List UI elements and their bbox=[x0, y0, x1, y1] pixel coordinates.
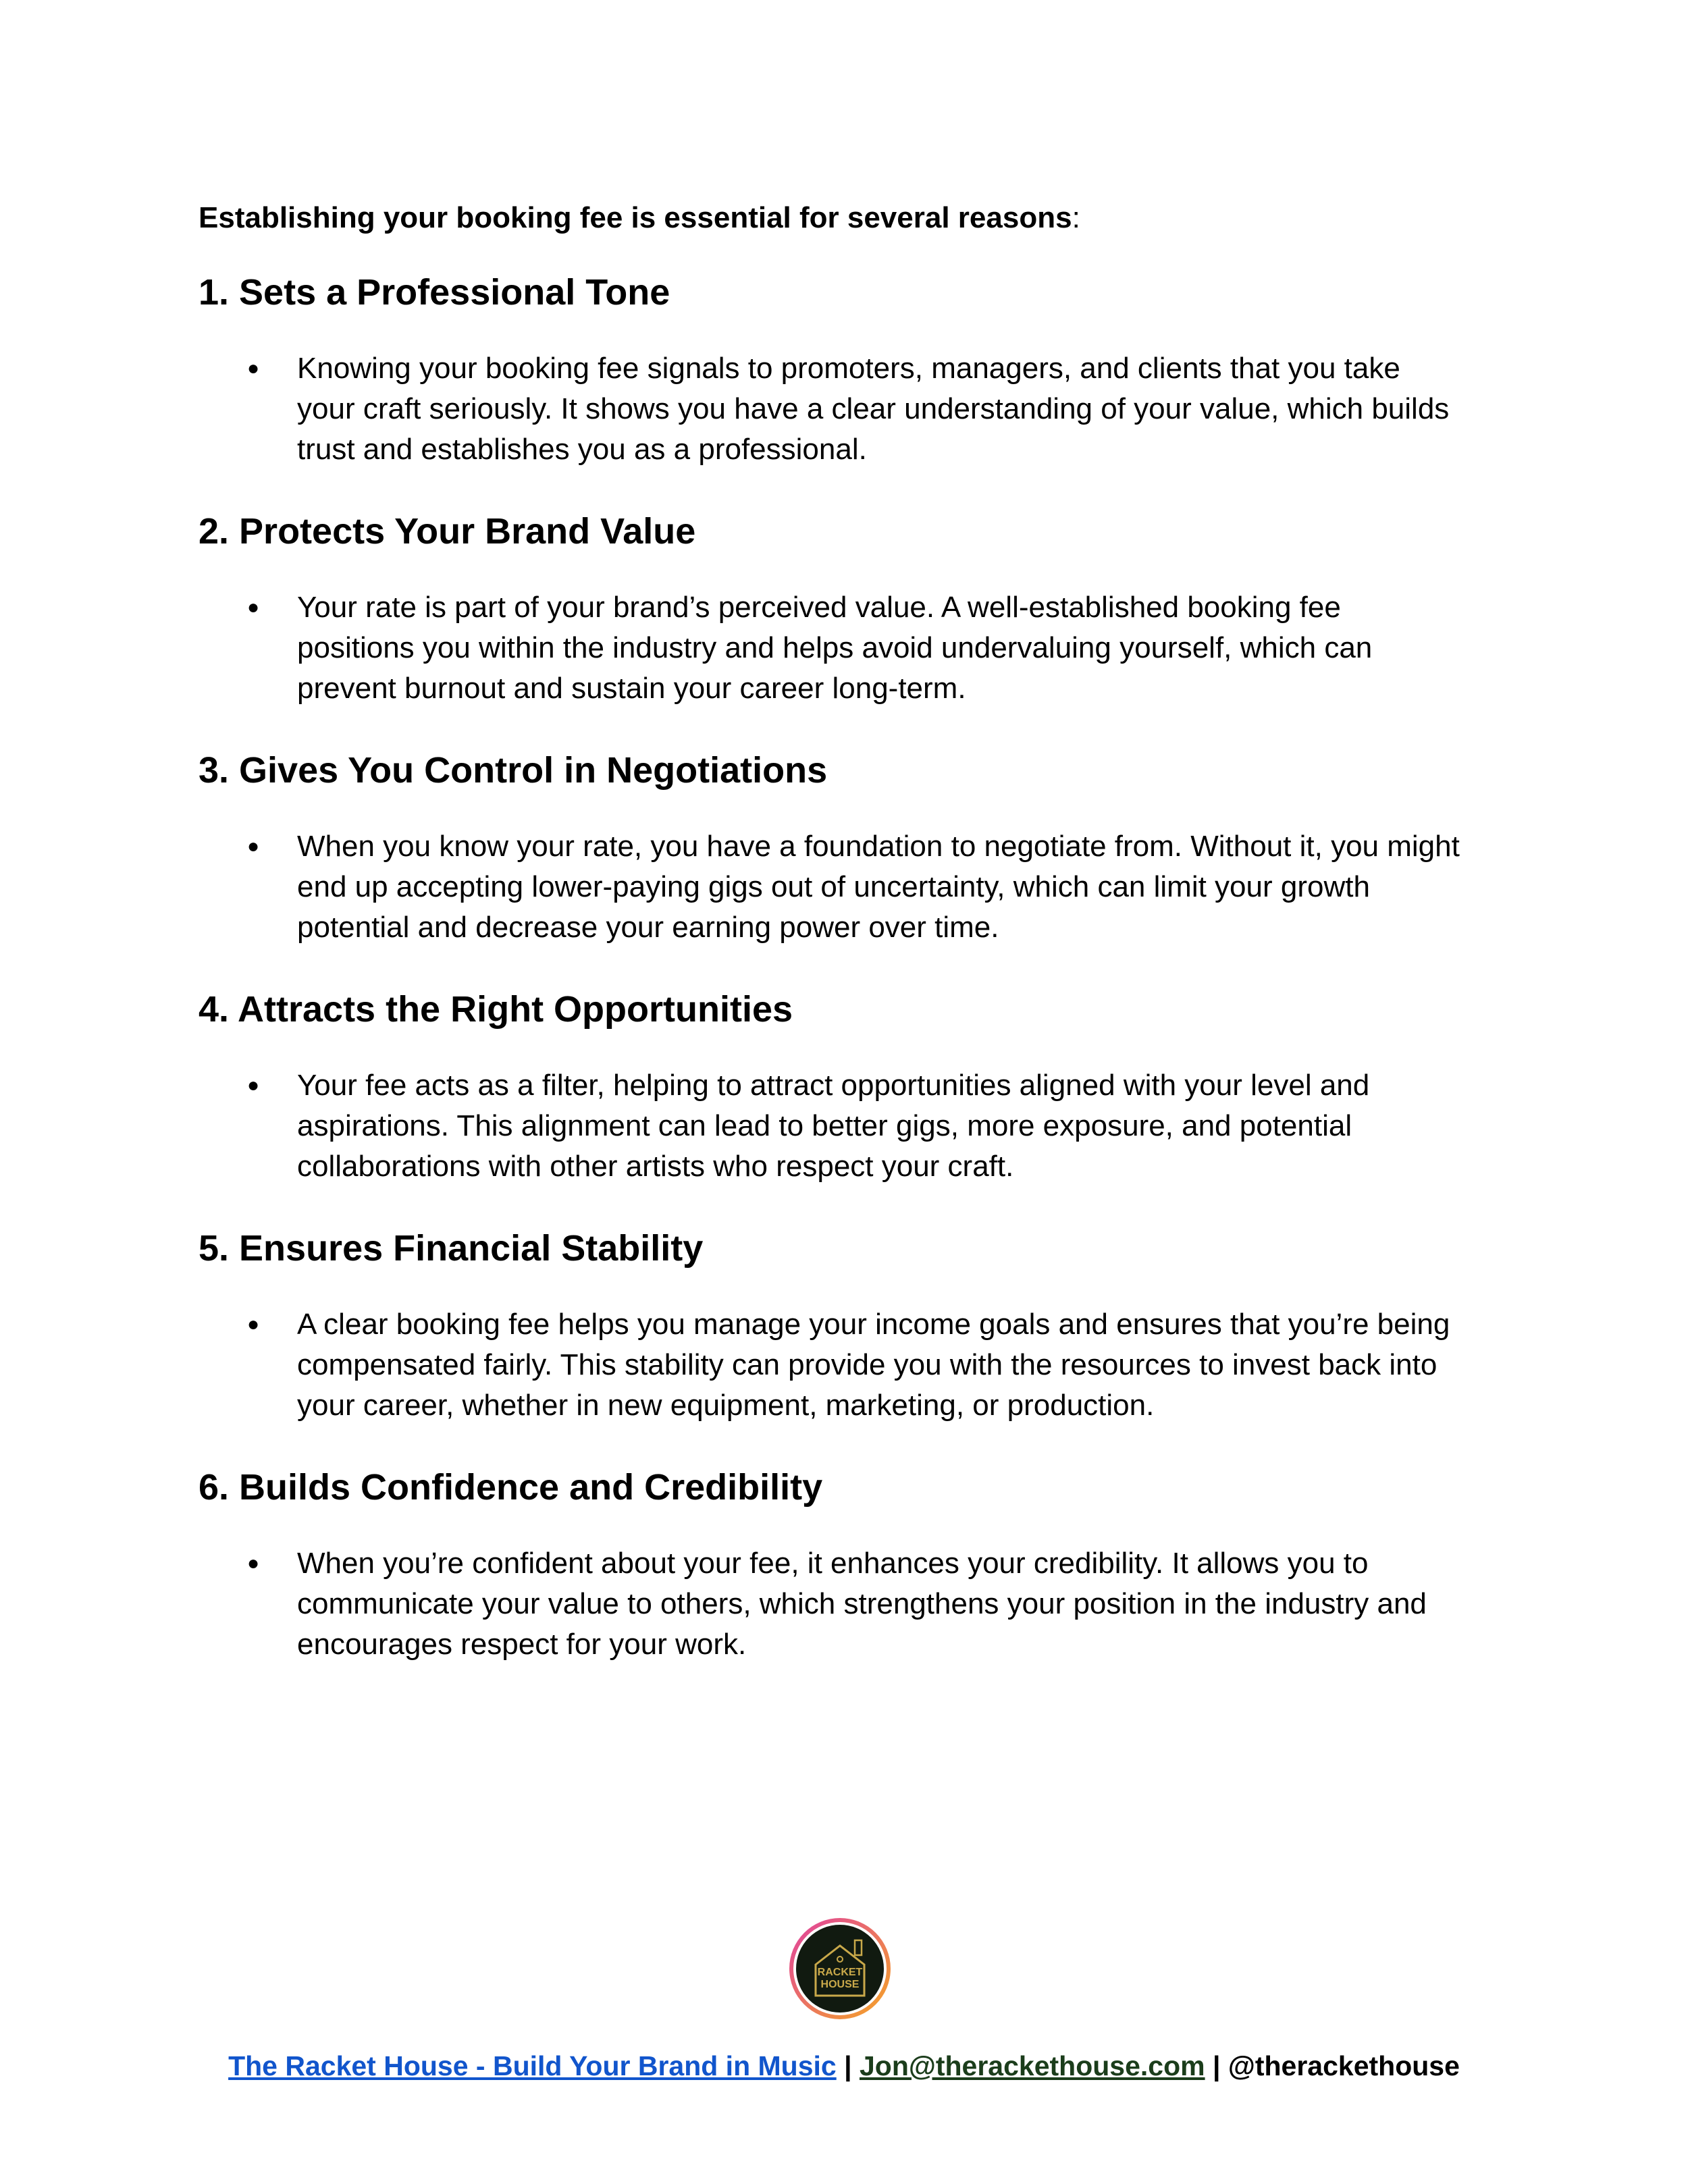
bullet-icon: ● bbox=[247, 357, 260, 379]
email-link[interactable]: Jon@therackethouse.com bbox=[859, 2050, 1205, 2081]
racket-house-logo bbox=[787, 1916, 893, 2021]
section-3 bbox=[199, 748, 1515, 948]
section-heading: 5. Ensures Financial Stability bbox=[199, 1228, 704, 1269]
social-handle: @therackethouse bbox=[1228, 2050, 1460, 2081]
section-4 bbox=[199, 987, 1515, 1187]
list-item-text: Knowing your booking fee signals to promoters, managers, and clients that you take your craft seriously. It shows you have a clear understanding of your value, which builds trust and establishes you as a professional. bbox=[297, 352, 1450, 466]
list-item-text: A clear booking fee helps you manage your income goals and ensures that you’re being compensated fairly. This stability can provide you with the resources to invest back into your career, whether in new equipment, marketing, or production. bbox=[297, 1308, 1450, 1422]
footer bbox=[0, 2047, 1688, 2085]
list-item-text: When you’re confident about your fee, it enhances your credibility. It allows you to communicate your value to others, which strengthens your position in the industry and encourages respect for your work. bbox=[297, 1547, 1427, 1661]
bullet-icon: ● bbox=[247, 1552, 260, 1574]
section-1 bbox=[199, 270, 1515, 470]
intro-bold-text: Establishing your booking fee is essential for several reasons bbox=[199, 201, 1072, 234]
footer-separator: | bbox=[1205, 2050, 1228, 2081]
bullet-icon: ● bbox=[247, 596, 260, 618]
intro-colon: : bbox=[1072, 201, 1080, 234]
bullet-icon: ● bbox=[247, 835, 260, 857]
intro-paragraph bbox=[199, 198, 1080, 238]
list-item bbox=[199, 587, 1515, 709]
section-heading: 3. Gives You Control in Negotiations bbox=[199, 750, 828, 791]
website-link[interactable]: The Racket House - Build Your Brand in Music bbox=[228, 2050, 837, 2081]
footer-separator: | bbox=[836, 2050, 860, 2081]
list-item-text: When you know your rate, you have a foundation to negotiate from. Without it, you might end up accepting lower-paying gigs out of uncertainty, which can limit your growth potential and decrease your earning power over time. bbox=[297, 830, 1460, 944]
bullet-icon: ● bbox=[247, 1313, 260, 1335]
list-item bbox=[199, 1304, 1515, 1426]
section-heading: 4. Attracts the Right Opportunities bbox=[199, 989, 793, 1030]
section-2 bbox=[199, 509, 1515, 709]
list-item bbox=[199, 1543, 1515, 1665]
section-6 bbox=[199, 1465, 1515, 1665]
list-item bbox=[199, 826, 1515, 948]
logo-text-line1: RACKET bbox=[817, 1967, 863, 1978]
section-heading: 1. Sets a Professional Tone bbox=[199, 272, 670, 313]
section-heading: 2. Protects Your Brand Value bbox=[199, 511, 696, 552]
list-item-text: Your fee acts as a filter, helping to attract opportunities aligned with your level and aspirations. This alignment can lead to better gigs, more exposure, and potential collaborations with other artists who respect your craft. bbox=[297, 1069, 1370, 1183]
list-item-text: Your rate is part of your brand’s perceived value. A well-established booking fee positions you within the industry and helps avoid undervaluing yourself, which can prevent burnout and sustain your career long-term. bbox=[297, 591, 1373, 705]
list-item bbox=[199, 348, 1515, 470]
bullet-icon: ● bbox=[247, 1074, 260, 1096]
section-heading: 6. Builds Confidence and Credibility bbox=[199, 1467, 823, 1508]
section-5 bbox=[199, 1226, 1515, 1426]
logo-text-line2: HOUSE bbox=[820, 1979, 860, 1990]
list-item bbox=[199, 1065, 1515, 1187]
